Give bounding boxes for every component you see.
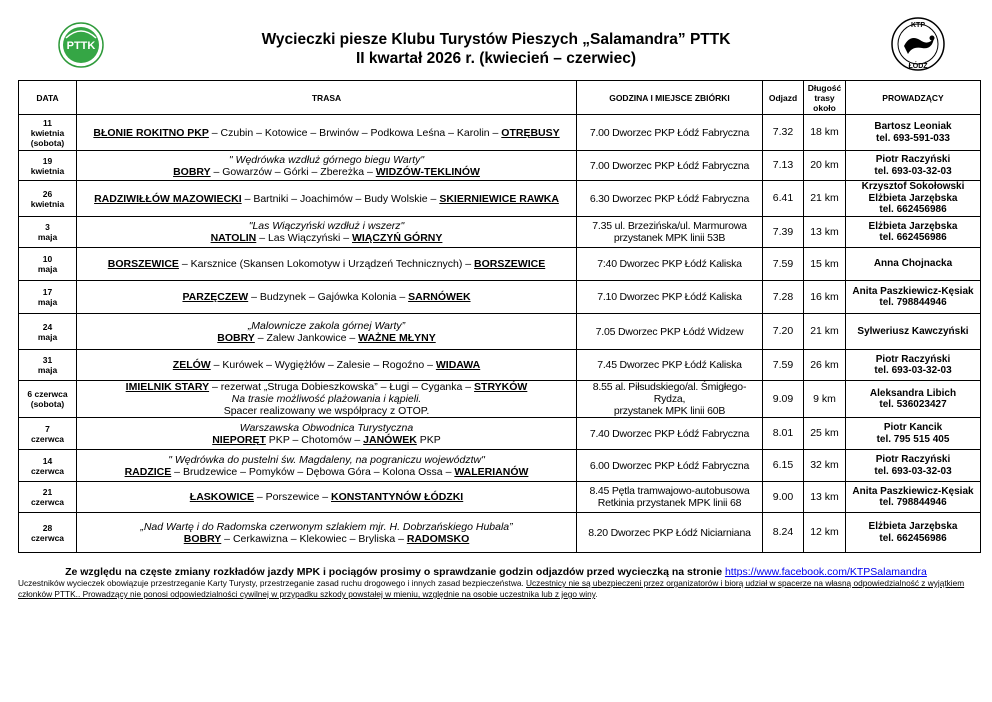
meeting-line: 7.40 Dworzec PKP Łódź Fabryczna [589,427,750,440]
leader-line: Piotr Raczyński [875,154,951,165]
route-line [126,381,528,393]
departure-time: 7.59 [763,350,804,381]
route-end: KONSTANTYNÓW ŁÓDZKI [331,491,464,503]
table-row [19,513,981,553]
trip-route [77,217,577,248]
table-row [19,381,981,418]
route-middle: PKP – Chotomów – [265,433,364,446]
table-row [19,217,981,248]
route-length: 20 km [804,151,846,181]
table-row [19,482,981,513]
trip-route [77,450,577,482]
trip-leaders [846,151,981,181]
route-end: WIDZÓW-TEKLINÓW [375,165,480,178]
departure-time: 7.39 [763,217,804,248]
route-length: 32 km [804,450,846,482]
date-line: 19 [42,155,53,166]
departure-time: 6.15 [763,450,804,482]
meeting-point [577,350,763,381]
trip-date [19,314,77,350]
ktp-logo-bottom-text: ŁÓDŹ [908,63,928,70]
route-line [108,258,545,270]
trip-leaders [846,350,981,381]
trip-leaders [846,248,981,281]
meeting-line: 6.00 Dworzec PKP Łódź Fabryczna [589,459,750,472]
trip-date [19,482,77,513]
disclaimer-part1: Uczestników wycieczek obowiązuje przestrzeganie Karty Turysty, przestrzeganie zasad ruchu drogowego i innych zasad bezpieczeństwa. [18,578,527,588]
route-middle: – Cerkawizna – Klekowiec – Bryliska – [221,532,407,545]
table-body [19,115,981,553]
route-end: STRYKÓW [474,381,528,393]
departure-time: 7.28 [763,281,804,314]
header-route: TRASA [77,81,577,115]
route-length: 15 km [804,248,846,281]
route-middle: – Karsznice (Skansen Lokomotyw i Urządzeń Technicznych) – [178,258,475,270]
meeting-line: 8.55 al. Piłsudskiego/al. Śmigłego-Rydza, [592,381,747,405]
date-line: 7 [45,423,50,434]
route-note: Na trasie możliwość plażowania i kąpieli. [231,393,422,405]
route-length: 16 km [804,281,846,314]
footer-notice-text: Ze względu na częste zmiany rozkładów jazdy MPK i pociągów prosimy o sprawdzanie godzin odjazdów przed wycieczką na stronie [65,566,725,578]
route-line [94,193,559,205]
table-row [19,314,981,350]
leader-line: tel. 662456986 [879,232,947,243]
route-start: BOBRY [183,532,222,545]
trip-route [77,381,577,418]
trip-date [19,350,77,381]
page-title: Wycieczki piesze Klubu Turystów Pieszych „Salamandra” PTTK [261,31,731,48]
date-line: 26 [42,188,53,199]
pttk-logo-text: PTTK [66,40,96,52]
trip-route [77,418,577,450]
leader-line: tel. 693-03-32-03 [874,165,952,177]
trip-route [77,281,577,314]
meeting-line: przystanek MPK linii 53B [613,232,726,244]
leader-line: tel. 536023427 [879,399,947,410]
meeting-point [577,482,763,513]
trip-date [19,381,77,418]
date-line: kwietnia [30,127,65,138]
route-suffix: PKP [416,433,441,446]
meeting-line: 7.10 Dworzec PKP Łódź Kaliska [597,291,742,303]
leader-line: tel. 693-03-32-03 [874,365,952,376]
date-line: czerwca [30,465,65,476]
route-line [173,359,480,371]
route-description: Warszawska Obwodnica Turystyczna [239,421,414,434]
route-line [125,466,529,478]
trip-route [77,151,577,181]
leader-line: Aleksandra Libich [869,387,957,399]
route-middle: – Budzynek – Gajówka Kolonia – [248,291,409,303]
departure-time: 7.13 [763,151,804,181]
leader-line: tel. 693-03-32-03 [874,465,952,477]
meeting-line: 7.00 Dworzec PKP Łódź Fabryczna [589,126,750,139]
route-length: 13 km [804,217,846,248]
trip-date [19,418,77,450]
leader-line: Piotr Raczyński [875,454,951,465]
route-middle: – Zalew Jankowice – [254,331,359,344]
route-end: WAŻNE MŁYNY [358,331,436,344]
route-description: „Nad Wartę i do Radomska czerwonym szlakiem mjr. H. Dobrzańskiego Hubala” [140,520,513,533]
trip-date [19,450,77,482]
trip-leaders [846,482,981,513]
route-end: WIDAWA [435,359,481,371]
meeting-point [577,115,763,151]
route-line [182,291,470,303]
route-start: BŁONIE ROKITNO PKP [93,126,209,139]
trip-route [77,248,577,281]
leader-line: Anita Paszkiewicz-Kęsiak [852,485,974,497]
route-end: BORSZEWICE [474,258,546,270]
route-end: JANÓWEK [363,433,417,446]
trip-leaders [846,181,981,217]
date-line: 6 czerwca [27,389,68,399]
leader-line: Anna Chojnacka [873,258,953,270]
leader-line: tel. 662456986 [879,204,947,216]
trip-leaders [846,281,981,314]
route-start: BOBRY [217,331,255,344]
route-note: Spacer realizowany we współpracy z OTOP. [223,405,430,417]
date-line: 21 [42,487,53,497]
footer-notice [0,566,992,578]
date-line: (sobota) [30,137,65,148]
meeting-line: 6.30 Dworzec PKP Łódź Fabryczna [589,192,750,205]
date-line: czerwca [30,433,65,444]
departure-time: 9.09 [763,381,804,418]
leader-line: tel. 662456986 [879,532,947,544]
departure-time: 9.00 [763,482,804,513]
trip-date [19,181,77,217]
trip-route [77,513,577,553]
page-subtitle: II kwartał 2026 r. (kwiecień – czerwiec) [355,50,637,67]
meeting-point [577,381,763,418]
disclaimer-part2: Uczestnicy nie są ubezpieczeni przez organizatorów i biorą udział w spacerze na własną odpowiedzialność z wyjątkiem członków PTTK. [18,578,965,599]
header-meeting: GODZINA I MIEJSCE ZBIÓRKI [577,81,763,115]
trip-leaders [846,217,981,248]
date-line: 17 [42,287,53,297]
ktp-logo-top-text: KTP [911,22,925,29]
departure-time: 7.20 [763,314,804,350]
table-row [19,248,981,281]
facebook-link[interactable]: https://www.facebook.com/KTPSalamandra [724,566,927,578]
meeting-point [577,418,763,450]
table-row [19,151,981,181]
date-line: 28 [42,522,53,533]
trip-date [19,217,77,248]
date-line: (sobota) [30,399,65,409]
meeting-point [577,151,763,181]
trip-route [77,115,577,151]
route-line [212,434,441,446]
route-middle: – Bartniki – Joachimów – Budy Wolskie – [241,192,440,205]
meeting-point [577,181,763,217]
trip-leaders [846,418,981,450]
route-length: 13 km [804,482,846,513]
route-middle: – Kurówek – Wygiężłów – Zalesie – Rogoźno – [210,359,436,371]
route-start: ŁASKOWICE [189,491,254,503]
table-row [19,181,981,217]
route-length: 21 km [804,181,846,217]
disclaimer-part4: . [595,589,598,599]
route-line [211,232,443,244]
meeting-point [577,281,763,314]
leader-line: Elżbieta Jarzębska [868,220,958,232]
route-end: OTRĘBUSY [501,126,560,139]
route-start: RADZIWIŁŁÓW MAZOWIECKI [94,192,242,205]
route-start: NATOLIN [210,232,257,244]
header-length: Długość trasy około [804,81,846,115]
leader-line: tel. 798844946 [879,497,947,508]
trip-route [77,181,577,217]
route-start: IMIELNIK STARY [125,381,210,393]
date-line: czerwca [30,497,65,507]
date-line: 14 [42,455,53,466]
meeting-line: 7.45 Dworzec PKP Łódź Kaliska [597,359,742,371]
route-line [173,166,480,178]
trip-date [19,115,77,151]
table-row [19,350,981,381]
date-line: maja [37,331,58,342]
route-start: BOBRY [173,165,211,178]
leader-line: Krzysztof Sokołowski [861,181,965,193]
departure-time: 7.59 [763,248,804,281]
date-line: 3 [45,222,50,232]
route-description: " Wędrówka do pustelni św. Magdaleny, na pograniczu województw" [168,453,485,466]
meeting-point [577,450,763,482]
route-length: 25 km [804,418,846,450]
route-middle: – Czubin – Kotowice – Brwinów – Podkowa Leśna – Karolin – [208,126,502,139]
departure-time: 6.41 [763,181,804,217]
meeting-point [577,248,763,281]
route-start: ZELÓW [172,359,211,371]
route-length: 9 km [804,381,846,418]
meeting-line: 7:40 Dworzec PKP Łódź Kaliska [597,258,742,270]
route-start: RADZICE [124,465,172,478]
leader-line: tel. 798844946 [879,297,947,308]
trip-schedule-table [18,80,981,553]
meeting-line: przystanek MPK linii 60B [613,405,726,417]
departure-time: 8.01 [763,418,804,450]
header-departure: Odjazd [763,81,804,115]
route-end: SARNÓWEK [408,291,471,303]
route-middle: – rezerwat „Struga Dobieszkowska” – Ługi – Cyganka – [209,381,475,393]
meeting-line: Retkinia przystanek MPK linii 68 [597,497,742,509]
date-line: 24 [42,321,53,332]
route-length: 12 km [804,513,846,553]
route-description: „Malownicze zakola górnej Warty” [247,319,406,332]
footer-disclaimer [18,578,982,600]
route-middle: – Gowarzów – Górki – Zbereżka – [210,165,376,178]
leader-line: Bartosz Leoniak [874,121,952,132]
trip-leaders [846,314,981,350]
leader-line: Elżbieta Jarzębska [868,521,958,532]
route-end: RADOMSKO [406,532,470,545]
trip-date [19,248,77,281]
leader-line: Piotr Kancik [883,422,943,433]
route-middle: – Brudzewice – Pomyków – Dębowa Góra – Kolona Ossa – [171,465,455,478]
leader-line: tel. 693-591-033 [876,132,950,144]
trip-leaders [846,381,981,418]
meeting-point [577,217,763,248]
date-line: maja [37,232,58,242]
table-row [19,450,981,482]
meeting-point [577,314,763,350]
meeting-line: 7.00 Dworzec PKP Łódź Fabryczna [589,159,750,172]
meeting-point [577,513,763,553]
date-line: czerwca [30,532,65,543]
table-row [19,115,981,151]
route-length: 26 km [804,350,846,381]
header-date: DATA [19,81,77,115]
leader-line: Sylweriusz Kawczyński [857,325,969,337]
meeting-line: 8.20 Dworzec PKP Łódź Niciarniana [588,526,751,539]
route-length: 18 km [804,115,846,151]
departure-time: 8.24 [763,513,804,553]
meeting-line: 7.35 ul. Brzezińska/ul. Marmurowa [592,220,747,232]
table-header-row [19,81,981,115]
date-line: 10 [42,254,53,264]
trip-date [19,281,77,314]
table-row [19,418,981,450]
trip-date [19,513,77,553]
trip-route [77,482,577,513]
route-middle: – Porszewice – [253,491,331,503]
header-leaders: PROWADZĄCY [846,81,981,115]
route-line [184,533,470,545]
route-start: BORSZEWICE [107,258,179,270]
date-line: 31 [42,355,53,365]
route-end: SKIERNIEWICE RAWKA [439,192,559,205]
meeting-line: 7.05 Dworzec PKP Łódź Widzew [595,325,744,338]
route-start: PARZĘCZEW [182,291,249,303]
date-line: kwietnia [30,165,65,176]
route-end: WALERIANÓW [454,465,529,478]
trip-leaders [846,450,981,482]
route-line [93,127,559,139]
route-length: 21 km [804,314,846,350]
leader-line: Piotr Raczyński [875,353,951,365]
date-line: maja [37,297,58,307]
meeting-line: 8.45 Pętla tramwajowo-autobusowa [589,485,750,497]
trip-date [19,151,77,181]
route-end: WIĄCZYŃ GÓRNY [351,232,443,244]
leader-line: tel. 795 515 405 [876,433,950,445]
date-line: kwietnia [30,198,65,209]
disclaimer-part3: . Prowadzący nie ponosi odpowiedzialności cywilnej w przypadku szkody powstałej w mieniu, względnie na osobie uczestnika lub z jego winy [77,589,596,599]
route-start: NIEPORĘT [212,433,266,446]
route-line [190,491,463,503]
departure-time: 7.32 [763,115,804,151]
date-line: 11 [43,117,52,128]
trip-route [77,314,577,350]
trip-route [77,350,577,381]
date-line: maja [37,264,58,274]
route-middle: – Las Wiączyński – [256,232,352,244]
trip-leaders [846,513,981,553]
route-line [217,332,435,344]
table-row [19,281,981,314]
route-description: " Wędrówka wzdłuż górnego biegu Warty" [228,153,425,166]
leader-line: Elżbieta Jarzębska [868,192,958,204]
route-description: "Las Wiączyński wzdłuż i wszerz" [248,220,405,232]
leader-line: Anita Paszkiewicz-Kęsiak [852,285,974,297]
date-line: maja [37,365,58,375]
trip-leaders [846,115,981,151]
